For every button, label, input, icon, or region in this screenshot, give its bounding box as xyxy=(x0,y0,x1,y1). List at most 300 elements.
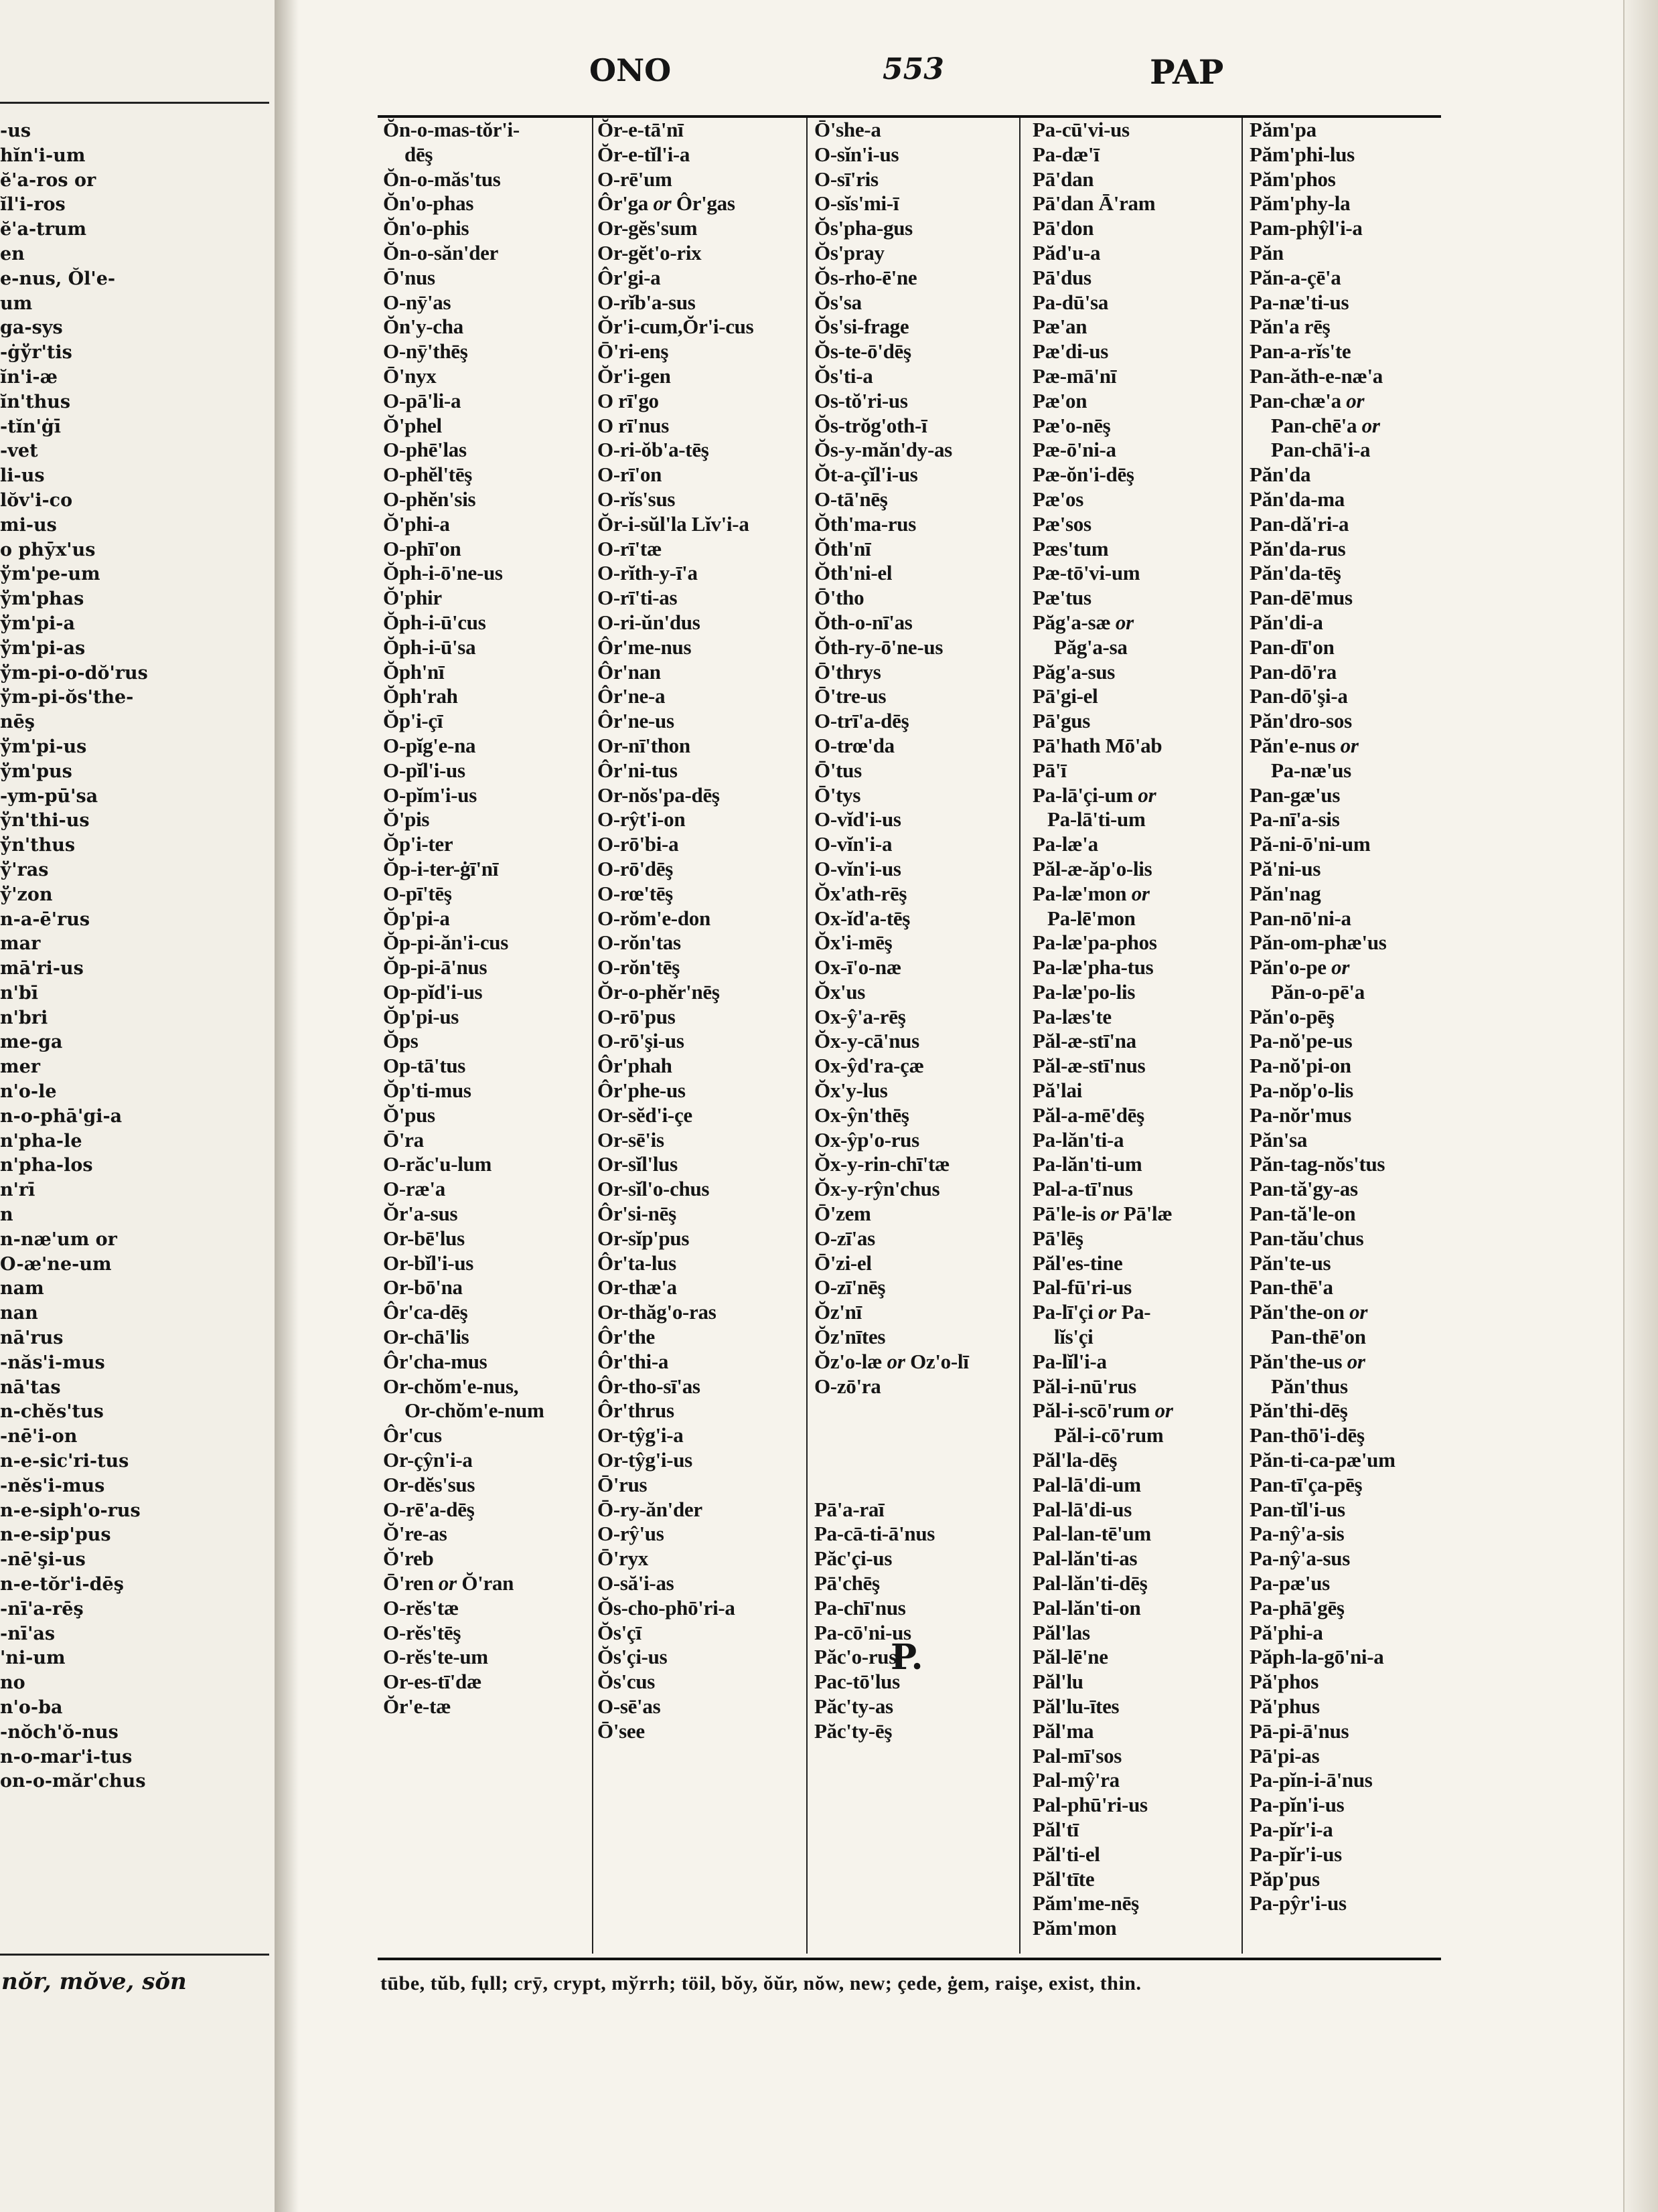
column-divider xyxy=(1019,118,1021,1954)
entry-headword: Pa-læ'mon xyxy=(1033,881,1127,905)
entry-headword: Ŏp'ti-mus xyxy=(383,1079,471,1103)
entry-headword: O-rœ'tēş xyxy=(597,881,673,905)
entry-headword: Pā-pi-ā'nus xyxy=(1250,1719,1349,1743)
dictionary-entry xyxy=(597,389,805,414)
entry-headword: Ôr'me-nus xyxy=(597,635,692,659)
entry-headword: Pan-nō'ni-a xyxy=(1250,906,1351,930)
dictionary-entry xyxy=(597,216,805,241)
entry-headword: Pa-lā'çi-um xyxy=(1033,783,1133,807)
dictionary-entry xyxy=(383,216,591,241)
dictionary-entry xyxy=(383,1128,591,1153)
entry-headword: O-rŏm'e-don xyxy=(597,906,710,930)
entry-headword: Op-tā'tus xyxy=(383,1054,466,1078)
dictionary-entry xyxy=(1033,487,1233,512)
dictionary-entry xyxy=(597,1275,805,1300)
dictionary-entry xyxy=(814,1275,1015,1300)
dictionary-entry xyxy=(814,1103,1015,1128)
dictionary-entry xyxy=(814,807,1015,832)
entry-headword: Ŏp'i-ter xyxy=(383,832,453,856)
dictionary-entry xyxy=(383,191,591,216)
left-page-fragment: ў'zon xyxy=(0,884,53,905)
entry-headword: Ŏp-pi-ăn'i-cus xyxy=(383,931,509,955)
dictionary-entry xyxy=(597,931,805,955)
dictionary-entry xyxy=(1250,1793,1444,1818)
entry-headword: Păm'me-nēş xyxy=(1033,1891,1139,1915)
entry-headword: Păn'a rēş xyxy=(1250,315,1331,339)
dictionary-entry xyxy=(814,315,1015,339)
entry-headword: Pa-pĭn'i-us xyxy=(1250,1793,1345,1817)
dictionary-entry xyxy=(1033,167,1233,192)
dictionary-entry xyxy=(383,1621,591,1646)
dictionary-entry xyxy=(1250,291,1444,315)
left-page-fragment: ĕ'a-ros or xyxy=(0,169,96,191)
dictionary-entry xyxy=(814,487,1015,512)
dictionary-entry xyxy=(597,1350,805,1374)
entry-headword: Or-bĭl'i-us xyxy=(383,1251,474,1275)
entry-headword: Ŏs'çi-us xyxy=(597,1645,668,1669)
dictionary-entry xyxy=(1250,241,1444,266)
dictionary-entry xyxy=(597,1621,805,1646)
dictionary-entry xyxy=(814,1227,1015,1251)
entry-headword: O rī'go xyxy=(597,388,659,412)
entry-headword: Păm'phi-lus xyxy=(1250,142,1355,166)
left-page-fragment: me-ga xyxy=(0,1032,63,1053)
dictionary-entry xyxy=(1250,1005,1444,1030)
entry-headword: Pā'pi-as xyxy=(1250,1743,1320,1767)
entry-headword: Pæ-tō'vi-um xyxy=(1033,561,1140,585)
entry-headword: Pa-pĭn-i-ā'nus xyxy=(1250,1768,1373,1792)
entry-headword: Ō'ri-enş xyxy=(597,339,669,364)
dictionary-entry xyxy=(1033,1916,1233,1941)
entry-headword: Pa-lā'ti-um xyxy=(1047,807,1146,832)
left-page-fragment: en xyxy=(0,243,25,264)
dictionary-entry xyxy=(1033,315,1233,339)
dictionary-entry xyxy=(1250,167,1444,192)
dictionary-entry xyxy=(1033,291,1233,315)
dictionary-entry xyxy=(383,143,591,167)
entry-headword: Ŏr'i-gen xyxy=(597,364,671,388)
dictionary-entry xyxy=(597,684,805,709)
dictionary-entry xyxy=(814,980,1015,1005)
entry-headword: O-rĕs'tæ xyxy=(383,1595,459,1620)
entry-headword: Pal-phū'ri-us xyxy=(1033,1793,1148,1817)
entry-headword: Păp'pus xyxy=(1250,1867,1320,1891)
dictionary-entry xyxy=(597,1152,805,1177)
dictionary-entry xyxy=(1250,1744,1444,1769)
entry-headword: Pa-chī'nus xyxy=(814,1595,906,1620)
dictionary-entry xyxy=(383,1227,591,1251)
entry-headword: Ôr'ne-a xyxy=(597,684,666,708)
left-page-fragments xyxy=(0,119,268,1794)
entry-headword: Ŏ'phir xyxy=(383,586,442,610)
entry-headword: Ŏn-o-mas-tŏr'i- xyxy=(383,118,520,141)
entry-headword: Pa-læ'a xyxy=(1033,832,1098,856)
dictionary-entry xyxy=(1250,1842,1444,1867)
dictionary-entry xyxy=(1250,1498,1444,1522)
dictionary-entry xyxy=(383,586,591,611)
dictionary-entry xyxy=(1033,660,1233,685)
left-page-fragment: ga-sys xyxy=(0,317,63,339)
entry-headword: O-rē'um xyxy=(597,167,672,191)
dictionary-entry xyxy=(814,955,1015,980)
entry-headword: O-pĭg'e-na xyxy=(383,733,476,757)
entry-headword: Ŏr-i-sŭl'la Lĭv'i-a xyxy=(597,511,749,536)
dictionary-entry xyxy=(383,1005,591,1030)
dictionary-entry xyxy=(383,1251,591,1276)
entry-headword: Ŏp'i-çī xyxy=(383,709,443,733)
entry-headword: Păn'di-a xyxy=(1250,610,1323,634)
dictionary-entry xyxy=(1250,660,1444,685)
dictionary-entry xyxy=(1250,586,1444,611)
entry-headword: O-răc'u-lum xyxy=(383,1152,492,1176)
entry-headword: Păn-tag-nŏs'tus xyxy=(1250,1152,1385,1176)
dictionary-entry xyxy=(597,611,805,635)
dictionary-entry xyxy=(383,266,591,291)
dictionary-entry xyxy=(597,635,805,660)
entry-headword: Or-sĭl'o-chus xyxy=(597,1177,710,1201)
dictionary-entry xyxy=(383,709,591,734)
left-page-fragment: nā'tas xyxy=(0,1376,61,1398)
entry-headword: Păn'o-pe xyxy=(1250,955,1327,979)
entry-headword: O-nӯ'as xyxy=(383,290,451,314)
dictionary-entry xyxy=(1250,143,1444,167)
entry-headword: Ŏs-trŏg'oth-ī xyxy=(814,413,927,437)
dictionary-entry xyxy=(383,906,591,931)
dictionary-entry xyxy=(383,611,591,635)
dictionary-entry xyxy=(1250,389,1444,414)
dictionary-entry xyxy=(383,1079,591,1103)
entry-headword: Ō'zem xyxy=(814,1202,871,1226)
entry-headword: Or-thæ'a xyxy=(597,1275,677,1299)
left-page-footer: nŏr, mŏve, sŏn xyxy=(1,1968,187,1995)
entry-headword: Pă'phus xyxy=(1250,1694,1320,1718)
entry-headword: Pæ'o-nēş xyxy=(1033,413,1111,437)
entry-or-connector: or xyxy=(438,1571,457,1595)
dictionary-entry xyxy=(597,759,805,783)
entry-headword: Păl-i-cō'rum xyxy=(1054,1423,1164,1447)
dictionary-entry xyxy=(597,709,805,734)
dictionary-entry xyxy=(814,216,1015,241)
entry-headword: Păn'nag xyxy=(1250,881,1321,905)
entry-headword: Păl'las xyxy=(1033,1620,1090,1644)
entry-column-3 xyxy=(814,118,1015,1744)
dictionary-entry xyxy=(814,1079,1015,1103)
left-page-fragment: ўm'pus xyxy=(0,761,72,782)
entry-headword: O-rŏn'tas xyxy=(597,931,681,955)
dictionary-entry xyxy=(383,783,591,808)
entry-headword: Pal-lā'di-um xyxy=(1033,1472,1141,1496)
entry-headword: Pan-chā'i-a xyxy=(1271,438,1371,462)
entry-headword: O-sē'as xyxy=(597,1694,661,1718)
dictionary-entry xyxy=(1250,783,1444,808)
dictionary-entry xyxy=(383,1423,591,1448)
entry-headword: Păn'te-us xyxy=(1250,1251,1331,1275)
dictionary-entry xyxy=(1033,414,1233,439)
entry-headword: Pa-phā'gēş xyxy=(1250,1595,1345,1620)
dictionary-entry xyxy=(814,414,1015,439)
entry-headword: Păl'tīte xyxy=(1033,1867,1095,1891)
entry-headword: Păd'u-a xyxy=(1033,240,1101,264)
dictionary-entry xyxy=(1033,1694,1233,1719)
entry-headword: Ôr'cha-mus xyxy=(383,1349,487,1373)
dictionary-entry xyxy=(1033,1423,1233,1448)
entry-headword: Păm'pa xyxy=(1250,118,1316,141)
entry-or-connector: or xyxy=(1098,1300,1116,1324)
entry-headword: Ox-ī'o-næ xyxy=(814,955,901,979)
dictionary-entry xyxy=(383,1399,591,1423)
entry-headword: Ŏph'nī xyxy=(383,659,445,684)
entry-headword: Ŏs'sa xyxy=(814,290,862,314)
entry-headword: Ŏs-y-măn'dy-as xyxy=(814,438,952,462)
dictionary-entry xyxy=(383,1498,591,1522)
left-page-fragment: mar xyxy=(0,933,41,955)
entry-headword: Ō'rus xyxy=(597,1472,648,1496)
dictionary-entry xyxy=(1250,438,1444,463)
left-page-fragment: -nĕs'i-mus xyxy=(0,1475,105,1496)
entry-headword: Ŏth'nī xyxy=(814,536,871,560)
dictionary-entry xyxy=(814,1547,1015,1571)
dictionary-entry xyxy=(597,1522,805,1547)
entry-column-2 xyxy=(597,118,805,1744)
dictionary-entry xyxy=(1033,1251,1233,1276)
dictionary-entry xyxy=(1033,832,1233,857)
entry-or-connector: or xyxy=(1138,783,1156,807)
dictionary-entry xyxy=(1250,1768,1444,1793)
dictionary-entry xyxy=(1033,1448,1233,1473)
dictionary-entry xyxy=(814,1694,1015,1719)
dictionary-entry xyxy=(597,980,805,1005)
dictionary-entry xyxy=(1250,1079,1444,1103)
entry-headword: Ŏp'pi-us xyxy=(383,1004,459,1028)
entry-column-5 xyxy=(1250,118,1444,1916)
dictionary-entry xyxy=(814,1152,1015,1177)
entry-headword: Ŏr-o-phĕr'nēş xyxy=(597,979,720,1004)
left-page-fragment: n-e-sip'pus xyxy=(0,1524,111,1546)
dictionary-entry xyxy=(597,1227,805,1251)
page-fold-shadow xyxy=(275,0,299,2212)
dictionary-entry xyxy=(383,1275,591,1300)
left-page-fragment: ĭn'i-æ xyxy=(0,366,58,388)
dictionary-entry xyxy=(1250,1177,1444,1202)
entry-headword: Pa-lē'mon xyxy=(1047,906,1136,930)
dictionary-entry xyxy=(814,1522,1015,1547)
dictionary-entry xyxy=(1250,955,1444,980)
entry-variant: Ôr'gas xyxy=(676,191,735,216)
entry-headword: Păl-æ-ăp'o-lis xyxy=(1033,856,1152,880)
dictionary-entry xyxy=(1250,1300,1444,1325)
dictionary-entry xyxy=(1033,1522,1233,1547)
entry-headword: Ŏs'pray xyxy=(814,240,885,264)
dictionary-entry xyxy=(1250,512,1444,537)
entry-headword: O-rī'tæ xyxy=(597,536,662,560)
left-page-fragment: -tĭn'ġī xyxy=(0,416,61,437)
entry-headword: Pæ'os xyxy=(1033,487,1084,511)
entry-headword: Ôr'ta-lus xyxy=(597,1251,676,1275)
left-page-fragment: n'o-ba xyxy=(0,1697,63,1718)
entry-headword: O-rŏn'tēş xyxy=(597,955,680,979)
dictionary-entry xyxy=(1250,807,1444,832)
entry-headword: Pa-nŏ'pi-on xyxy=(1250,1054,1351,1078)
dictionary-entry xyxy=(597,1399,805,1423)
entry-headword: Pal-lan-tē'um xyxy=(1033,1522,1151,1546)
dictionary-entry xyxy=(1250,1103,1444,1128)
entry-headword: Ôr'the xyxy=(597,1325,656,1349)
entry-headword: Or-chŏm'e-nus, xyxy=(383,1374,519,1398)
dictionary-entry xyxy=(597,1202,805,1227)
dictionary-entry xyxy=(1033,1300,1233,1325)
entry-headword: Or-tŷg'i-a xyxy=(597,1423,684,1447)
left-page-fragment: mā'ri-us xyxy=(0,958,84,979)
entry-headword: Ō'thrys xyxy=(814,659,881,684)
entry-headword: Ŏn-o-săn'der xyxy=(383,240,499,264)
left-page-fragment: n'bri xyxy=(0,1007,48,1028)
dictionary-entry xyxy=(383,980,591,1005)
dictionary-entry xyxy=(597,438,805,463)
dictionary-entry xyxy=(1250,216,1444,241)
entry-headword: Pa-næ'ti-us xyxy=(1250,290,1349,314)
dictionary-entry xyxy=(1250,759,1444,783)
left-page-fragment: nā'rus xyxy=(0,1328,64,1349)
entry-headword: Ŏs'pha-gus xyxy=(814,216,913,240)
left-page-fragment: ўm-pi-o-dŏ'rus xyxy=(0,662,148,684)
dictionary-entry xyxy=(814,1054,1015,1079)
dictionary-entry xyxy=(383,414,591,439)
dictionary-entry xyxy=(814,339,1015,364)
entry-headword: O-rŷ'us xyxy=(597,1522,664,1546)
entry-headword: Pæ'di-us xyxy=(1033,339,1109,364)
entry-headword: Păl-æ-stī'nus xyxy=(1033,1054,1146,1078)
entry-headword: Ŏx'ath-rēş xyxy=(814,881,907,905)
dictionary-entry xyxy=(597,1079,805,1103)
dictionary-entry xyxy=(383,1054,591,1079)
entry-headword: Pa-lĭl'i-a xyxy=(1033,1349,1107,1373)
entry-headword: Pa-cā-ti-ā'nus xyxy=(814,1522,935,1546)
entry-or-connector: or xyxy=(1347,1349,1365,1373)
entry-headword: Ŏ'pus xyxy=(383,1103,435,1127)
left-page-fragment: n'pha-los xyxy=(0,1155,93,1176)
entry-headword: Pa-læ'po-lis xyxy=(1033,979,1136,1004)
entry-headword: Pă'ni-us xyxy=(1250,856,1321,880)
dictionary-entry xyxy=(597,1300,805,1325)
dictionary-entry xyxy=(814,1596,1015,1621)
entry-headword: Păc'çi-us xyxy=(814,1547,893,1571)
entry-headword: O-rĭs'sus xyxy=(597,487,676,511)
dictionary-entry xyxy=(1250,1867,1444,1892)
dictionary-entry xyxy=(1033,906,1233,931)
left-page-fragment: -ġўr'tis xyxy=(0,342,72,364)
entry-headword: O-pĭm'i-us xyxy=(383,783,477,807)
dictionary-entry xyxy=(597,832,805,857)
entry-headword: Pæs'tum xyxy=(1033,536,1109,560)
dictionary-entry xyxy=(1033,783,1233,808)
dictionary-entry xyxy=(1250,266,1444,291)
entry-headword: Pa-lăn'ti-a xyxy=(1033,1127,1124,1152)
entry-headword: Ŏph'rah xyxy=(383,684,458,708)
entry-headword: Ŏx-y-rŷn'chus xyxy=(814,1177,940,1201)
dictionary-entry xyxy=(1033,611,1233,635)
entry-headword: O-rŷt'i-on xyxy=(597,807,686,832)
entry-headword: Pa-nī'a-sis xyxy=(1250,807,1340,832)
entry-headword: Ŏz'nī xyxy=(814,1300,862,1324)
left-page-fragment: n'pha-le xyxy=(0,1130,82,1152)
dictionary-entry xyxy=(1250,1891,1444,1916)
dictionary-entry xyxy=(1250,1670,1444,1694)
entry-headword: Ō'nus xyxy=(383,265,435,289)
left-page-bottom-rule xyxy=(0,1954,269,1956)
dictionary-entry xyxy=(1033,1621,1233,1646)
left-page-fragment: n'rī xyxy=(0,1180,35,1201)
dictionary-entry xyxy=(814,931,1015,955)
dictionary-entry xyxy=(814,734,1015,759)
entry-headword: Ŏr-e-tā'nī xyxy=(597,118,684,141)
entry-headword: Ŏth'ma-rus xyxy=(814,511,917,536)
entry-headword: Ŏ're-as xyxy=(383,1522,447,1546)
dictionary-entry xyxy=(383,339,591,364)
entry-headword: Ō'tre-us xyxy=(814,684,887,708)
dictionary-entry xyxy=(1033,1005,1233,1030)
dictionary-entry xyxy=(814,291,1015,315)
dictionary-entry xyxy=(814,1325,1015,1350)
entry-headword: Ŏth-o-nī'as xyxy=(814,610,913,634)
running-head-left: ONO xyxy=(589,52,672,88)
dictionary-entry xyxy=(597,487,805,512)
entry-headword: Ō'zi-el xyxy=(814,1251,872,1275)
dictionary-entry xyxy=(1250,1547,1444,1571)
entry-headword: Pa-cō'ni-us xyxy=(814,1620,911,1644)
dictionary-entry xyxy=(814,1719,1015,1744)
entry-headword: Or-thăg'o-ras xyxy=(597,1300,717,1324)
dictionary-entry xyxy=(597,1374,805,1399)
entry-headword: Ŏz'o-læ xyxy=(814,1349,883,1373)
dictionary-entry xyxy=(383,1473,591,1498)
entry-headword: Păl'ma xyxy=(1033,1719,1094,1743)
entry-headword: O-vĭd'i-us xyxy=(814,807,901,832)
entry-headword: Pă'phos xyxy=(1250,1670,1318,1694)
dictionary-entry xyxy=(1033,955,1233,980)
entry-headword: Ŏs-cho-phō'ri-a xyxy=(597,1595,735,1620)
entry-headword: Ŏs-te-ō'dēş xyxy=(814,339,911,364)
dictionary-entry xyxy=(1250,1128,1444,1153)
dictionary-entry xyxy=(383,1596,591,1621)
dictionary-entry xyxy=(597,414,805,439)
entry-headword: Ŏx'y-lus xyxy=(814,1079,888,1103)
dictionary-entry xyxy=(814,266,1015,291)
dictionary-entry xyxy=(1033,1275,1233,1300)
entry-headword: Ŏp-i-ter-ġī'nī xyxy=(383,856,499,880)
left-page-fragment: ĭn'thus xyxy=(0,391,71,412)
dictionary-entry xyxy=(383,1103,591,1128)
dictionary-entry xyxy=(814,438,1015,463)
left-page-fragment: -ym-pū'sa xyxy=(0,785,98,807)
entry-headword: Ō'ryx xyxy=(597,1547,648,1571)
entry-headword: Pæ'sos xyxy=(1033,511,1091,536)
left-page-fragment: ў'ras xyxy=(0,859,49,880)
entry-headword: Ŏph-i-ū'cus xyxy=(383,610,486,634)
dictionary-entry xyxy=(1250,1152,1444,1177)
dictionary-entry xyxy=(1033,1891,1233,1916)
dictionary-entry xyxy=(597,1103,805,1128)
dictionary-entry xyxy=(1033,1128,1233,1153)
dictionary-entry xyxy=(597,955,805,980)
entry-headword: Ŏt-a-çĭl'i-us xyxy=(814,463,918,487)
left-page-fragment: n-a-ē'rus xyxy=(0,908,90,930)
entry-headword: Ox-ĭd'a-tēş xyxy=(814,906,911,930)
dictionary-entry xyxy=(597,537,805,562)
entry-headword: Ôr'phah xyxy=(597,1054,672,1078)
dictionary-entry xyxy=(597,1423,805,1448)
entry-headword: Pa-næ'us xyxy=(1271,758,1351,782)
entry-headword: Pæ-ō'ni-a xyxy=(1033,438,1116,462)
